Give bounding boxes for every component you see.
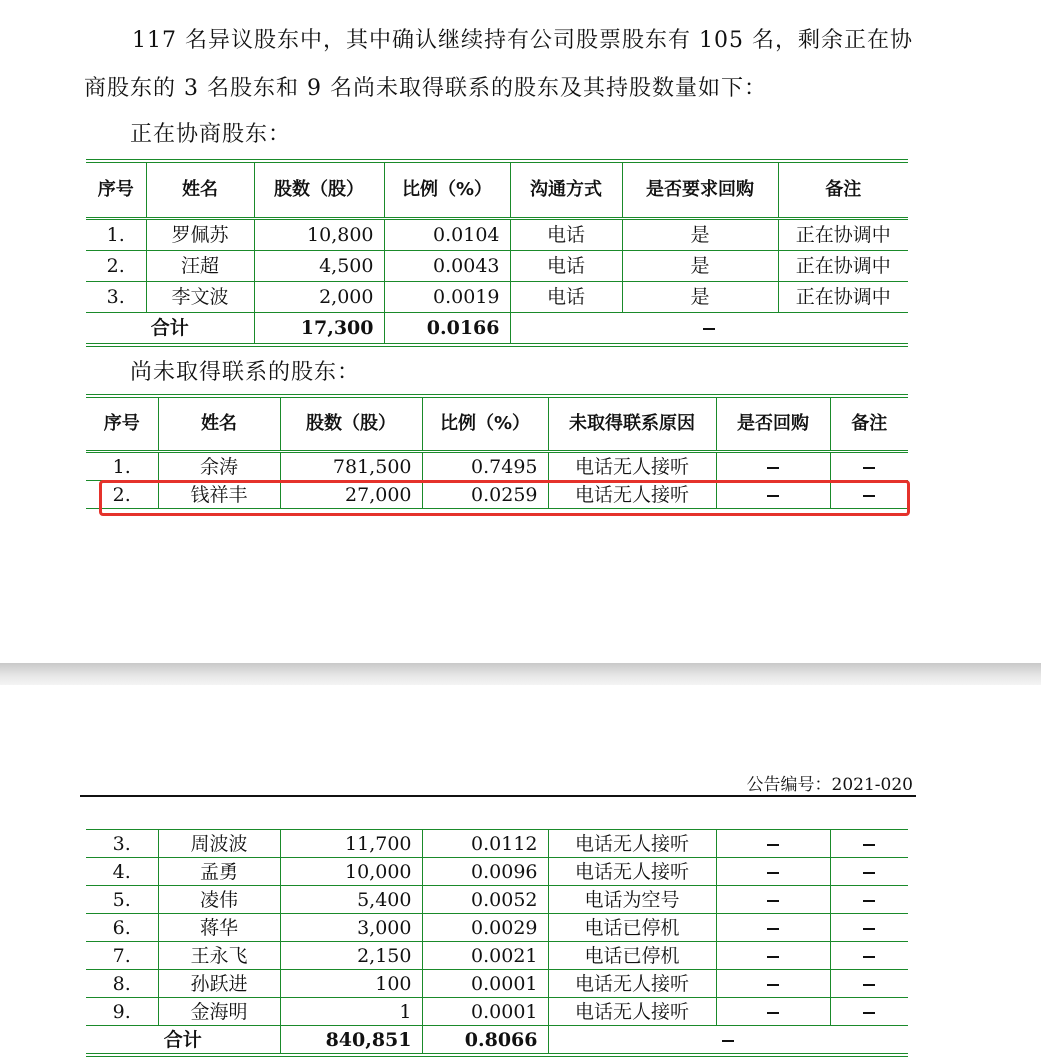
table-cell: 3. xyxy=(86,830,158,858)
table-cell xyxy=(830,452,908,481)
dash-mark xyxy=(863,1012,875,1014)
total-rest xyxy=(548,1026,908,1056)
table-row xyxy=(86,858,908,886)
table-cell xyxy=(716,914,830,942)
table-cell: 0.0019 xyxy=(384,282,510,313)
table-cell xyxy=(830,970,908,998)
table-cell: 10,000 xyxy=(280,858,422,886)
table-cell: 罗佩苏 xyxy=(146,219,254,251)
header-cell: 比例（%） xyxy=(384,161,510,219)
dash-mark xyxy=(863,984,875,986)
total-row xyxy=(86,1026,908,1056)
table-cell: 电话为空号 xyxy=(548,886,716,914)
header-cell: 序号 xyxy=(86,396,158,452)
table-cell: 正在协调中 xyxy=(778,219,908,251)
table-row xyxy=(86,914,908,942)
table-row xyxy=(86,219,908,251)
total-label: 合计 xyxy=(86,1026,280,1056)
page-break-gap xyxy=(0,663,1041,685)
table-cell: 5,400 xyxy=(280,886,422,914)
header-cell: 是否回购 xyxy=(716,396,830,452)
total-row xyxy=(86,313,908,346)
header-cell: 比例（%） xyxy=(422,396,548,452)
dash-mark xyxy=(767,984,779,986)
table-cell: 1 xyxy=(280,998,422,1026)
table-cell xyxy=(830,914,908,942)
table-cell: 0.0029 xyxy=(422,914,548,942)
dash-mark xyxy=(863,928,875,930)
dash-mark xyxy=(863,872,875,874)
table-row xyxy=(86,970,908,998)
table-cell: 钱祥丰 xyxy=(158,481,280,509)
table-cell: 0.0052 xyxy=(422,886,548,914)
dash-mark xyxy=(767,900,779,902)
table-cell: 0.0043 xyxy=(384,251,510,282)
table-cell: 1. xyxy=(86,219,146,251)
negotiating-shareholders-table xyxy=(86,159,908,347)
table-cell xyxy=(716,942,830,970)
table-cell: 是 xyxy=(622,219,778,251)
dash-mark xyxy=(863,956,875,958)
table-cell: 781,500 xyxy=(280,452,422,481)
table-cell: 正在协调中 xyxy=(778,282,908,313)
table-cell xyxy=(716,998,830,1026)
table-header-row xyxy=(86,161,908,219)
table-cell: 电话已停机 xyxy=(548,942,716,970)
table-cell: 蒋华 xyxy=(158,914,280,942)
table-cell: 0.0096 xyxy=(422,858,548,886)
dash-mark xyxy=(863,467,875,469)
table-cell xyxy=(716,452,830,481)
table-cell: 0.0112 xyxy=(422,830,548,858)
table-cell: 10,800 xyxy=(254,219,384,251)
total-ratio: 0.8066 xyxy=(422,1026,548,1056)
table-cell: 正在协调中 xyxy=(778,251,908,282)
table-row xyxy=(86,830,908,858)
table-cell: 0.0021 xyxy=(422,942,548,970)
table-cell: 4,500 xyxy=(254,251,384,282)
table-row xyxy=(86,998,908,1026)
table-cell: 是 xyxy=(622,282,778,313)
table-cell: 7. xyxy=(86,942,158,970)
dash-mark xyxy=(767,844,779,846)
table-row xyxy=(86,942,908,970)
negotiating-heading: 正在协商股东： xyxy=(130,122,292,147)
table-cell: 孙跃进 xyxy=(158,970,280,998)
header-cell: 姓名 xyxy=(146,161,254,219)
table-cell xyxy=(830,886,908,914)
table-cell: 27,000 xyxy=(280,481,422,509)
table-cell: 0.0001 xyxy=(422,970,548,998)
table-cell: 5. xyxy=(86,886,158,914)
table-cell xyxy=(716,970,830,998)
total-ratio: 0.0166 xyxy=(384,313,510,346)
dash-mark xyxy=(767,928,779,930)
table-cell xyxy=(830,858,908,886)
header-cell: 序号 xyxy=(86,161,146,219)
table-cell: 电话 xyxy=(510,282,622,313)
table-cell: 电话 xyxy=(510,219,622,251)
uncontacted-shareholders-table-continued xyxy=(86,829,908,1057)
dash-mark xyxy=(767,467,779,469)
table-cell: 电话无人接听 xyxy=(548,998,716,1026)
table-cell: 电话无人接听 xyxy=(548,830,716,858)
table-cell: 2,150 xyxy=(280,942,422,970)
table-cell: 4. xyxy=(86,858,158,886)
intro-paragraph: 117 名异议股东中，其中确认继续持有公司股票股东有 105 名，剩余正在协商股东的 3 名股东和 9 名尚未取得联系的股东及其持股数量如下： xyxy=(84,28,913,101)
table-cell: 3. xyxy=(86,282,146,313)
table-cell: 1. xyxy=(86,452,158,481)
total-shares: 17,300 xyxy=(254,313,384,346)
table-cell: 0.0104 xyxy=(384,219,510,251)
header-cell: 股数（股） xyxy=(280,396,422,452)
total-label: 合计 xyxy=(86,313,254,346)
dash-mark xyxy=(767,956,779,958)
header-rule xyxy=(80,795,916,797)
table-cell: 0.0001 xyxy=(422,998,548,1026)
table-cell: 0.7495 xyxy=(422,452,548,481)
total-rest xyxy=(510,313,908,346)
table-cell: 电话无人接听 xyxy=(548,970,716,998)
announcement-code: 公告编号：2021-020 xyxy=(746,775,913,795)
table-cell: 2. xyxy=(86,481,158,509)
table-cell: 0.0259 xyxy=(422,481,548,509)
header-cell: 是否要求回购 xyxy=(622,161,778,219)
table-cell: 8. xyxy=(86,970,158,998)
dash-mark xyxy=(767,872,779,874)
uncontacted-heading: 尚未取得联系的股东： xyxy=(130,360,361,385)
header-cell: 沟通方式 xyxy=(510,161,622,219)
table-cell: 电话无人接听 xyxy=(548,858,716,886)
dash-mark xyxy=(767,1012,779,1014)
table-cell xyxy=(830,998,908,1026)
table-cell: 余涛 xyxy=(158,452,280,481)
table-cell: 汪超 xyxy=(146,251,254,282)
table-cell: 11,700 xyxy=(280,830,422,858)
table-cell: 2,000 xyxy=(254,282,384,313)
table-cell: 电话已停机 xyxy=(548,914,716,942)
table-cell: 电话无人接听 xyxy=(548,481,716,509)
table-cell: 100 xyxy=(280,970,422,998)
table-cell xyxy=(830,942,908,970)
table-header-row xyxy=(86,396,908,452)
table-cell: 金海明 xyxy=(158,998,280,1026)
dash-mark xyxy=(863,900,875,902)
header-cell: 股数（股） xyxy=(254,161,384,219)
truncated-top-line xyxy=(84,0,546,4)
dash-mark xyxy=(703,328,715,330)
table-cell xyxy=(830,830,908,858)
header-cell: 备注 xyxy=(830,396,908,452)
table-cell: 电话 xyxy=(510,251,622,282)
header-cell: 备注 xyxy=(778,161,908,219)
table-row xyxy=(86,886,908,914)
table-cell xyxy=(716,886,830,914)
table-cell: 是 xyxy=(622,251,778,282)
table-cell: 周波波 xyxy=(158,830,280,858)
table-cell: 2. xyxy=(86,251,146,282)
table-row xyxy=(86,452,908,481)
table-cell: 6. xyxy=(86,914,158,942)
table-row xyxy=(86,282,908,313)
table-cell: 3,000 xyxy=(280,914,422,942)
highlight-box xyxy=(99,480,910,516)
table-cell: 凌伟 xyxy=(158,886,280,914)
table-cell: 王永飞 xyxy=(158,942,280,970)
table-cell: 9. xyxy=(86,998,158,1026)
table-cell: 电话无人接听 xyxy=(548,452,716,481)
header-cell: 姓名 xyxy=(158,396,280,452)
dash-mark xyxy=(722,1040,734,1042)
table-cell: 孟勇 xyxy=(158,858,280,886)
table-cell xyxy=(716,830,830,858)
table-row xyxy=(86,251,908,282)
total-shares: 840,851 xyxy=(280,1026,422,1056)
table-cell xyxy=(716,858,830,886)
dash-mark xyxy=(863,844,875,846)
table-cell: 李文波 xyxy=(146,282,254,313)
header-cell: 未取得联系原因 xyxy=(548,396,716,452)
